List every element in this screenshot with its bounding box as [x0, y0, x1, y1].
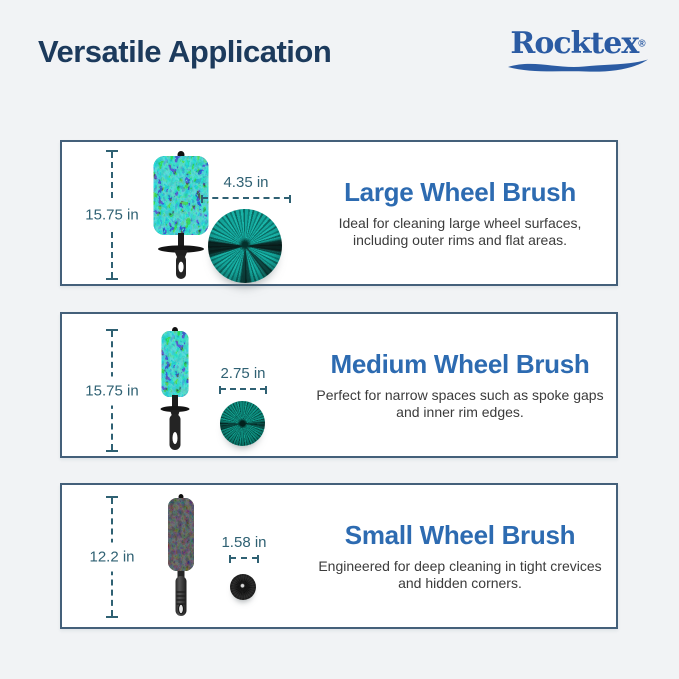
brush-description: Ideal for cleaning large wheel surfaces, including outer rims and flat areas.	[338, 215, 582, 248]
length-measurement	[89, 496, 135, 618]
measure-cap	[229, 555, 231, 563]
page-title: Versatile Application	[38, 34, 332, 69]
measure-cap	[201, 195, 203, 203]
brush-info	[306, 485, 614, 627]
brush-title: Medium Wheel Brush	[330, 349, 590, 380]
diameter-measurement	[207, 365, 279, 390]
brush-description: Perfect for narrow spaces such as spoke gaps and inner rim edges.	[316, 387, 604, 420]
brush-info	[306, 314, 614, 456]
length-measurement	[85, 150, 139, 280]
brush-description: Engineered for deep cleaning in tight crevices and hidden corners.	[318, 558, 602, 591]
small-brush-side-view	[166, 494, 196, 622]
diameter-measurement	[202, 174, 290, 199]
measure-cap	[106, 278, 118, 280]
brush-title: Large Wheel Brush	[344, 177, 576, 208]
diameter-label: 4.35 in	[223, 174, 269, 191]
measure-cap	[265, 386, 267, 394]
diameter-measurement	[208, 534, 280, 559]
measure-dashed-line	[202, 197, 290, 199]
measure-cap	[106, 616, 118, 618]
diameter-label: 2.75 in	[220, 365, 266, 382]
length-label: 12.2 in	[88, 543, 135, 572]
panel-medium-wheel-brush	[60, 312, 618, 458]
panel-small-wheel-brush	[60, 483, 618, 629]
measure-cap	[289, 195, 291, 203]
brush-info	[306, 142, 614, 284]
measure-dashed-line	[230, 557, 258, 559]
measure-cap	[257, 555, 259, 563]
length-label: 15.75 in	[84, 201, 139, 230]
brand-logo	[504, 26, 652, 75]
measure-cap	[106, 450, 118, 452]
measure-cap	[219, 386, 221, 394]
small-brush-top-view	[230, 574, 256, 600]
diameter-label: 1.58 in	[221, 534, 267, 551]
medium-brush-side-view	[159, 327, 191, 452]
medium-brush-top-view	[220, 401, 265, 446]
brand-name: Rocktex	[510, 26, 639, 61]
registered-trademark: ®	[638, 38, 646, 50]
large-brush-top-view	[208, 209, 282, 283]
length-measurement	[85, 329, 139, 452]
brush-title: Small Wheel Brush	[344, 520, 576, 551]
measure-dashed-line	[220, 388, 266, 390]
length-label: 15.75 in	[84, 376, 139, 405]
panel-large-wheel-brush	[60, 140, 618, 286]
large-brush-side-view	[152, 151, 210, 281]
